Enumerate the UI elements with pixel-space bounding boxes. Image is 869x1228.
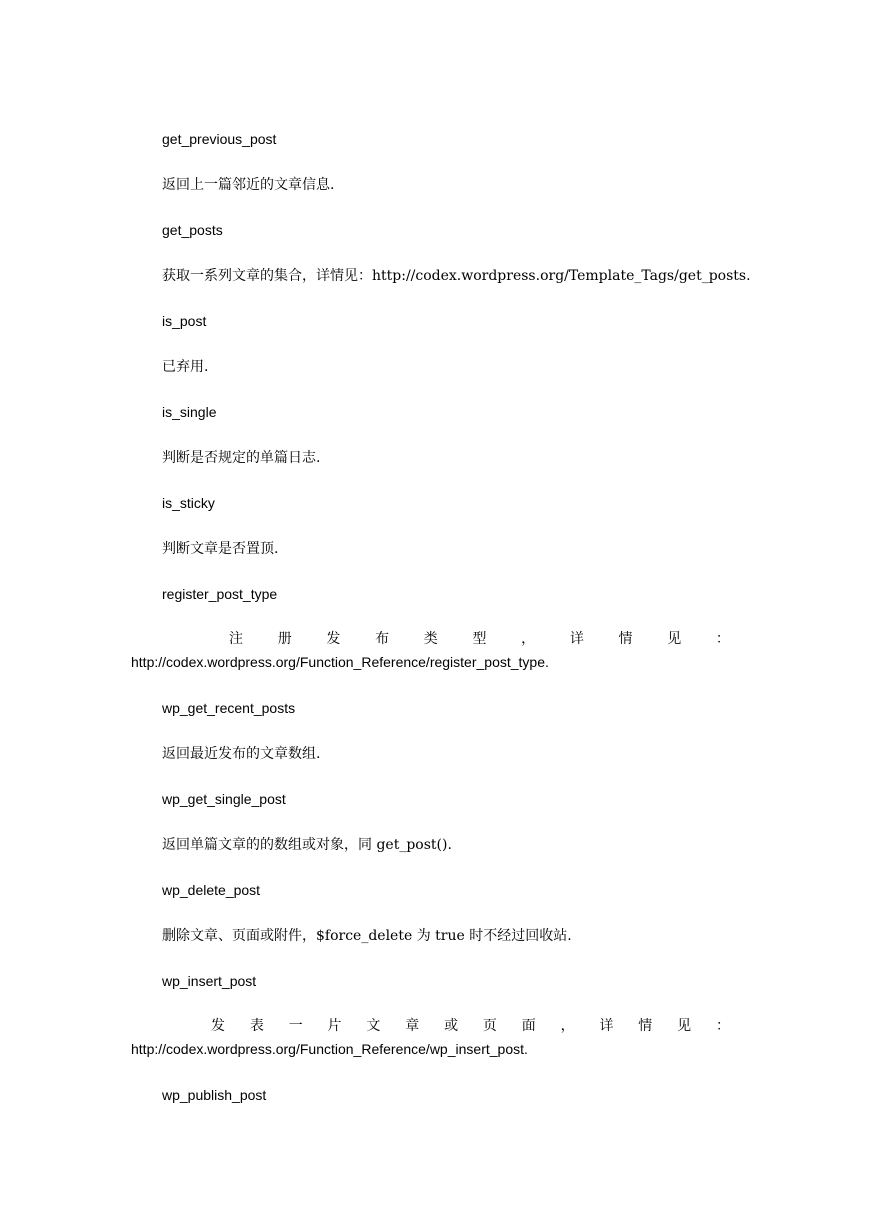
desc-char: 面 xyxy=(521,1018,536,1034)
desc-char: 情 xyxy=(638,1018,653,1034)
desc-char: 或 xyxy=(444,1018,459,1034)
desc-url: http://codex.wordpress.org/Function_Reference/wp_insert_post. xyxy=(131,1041,528,1057)
function-desc-get-previous-post: 返回上一篇邻近的文章信息. xyxy=(162,177,335,193)
function-desc-register-post-type xyxy=(131,628,730,674)
desc-char: 详 xyxy=(569,631,584,647)
function-name-is-single: is_single xyxy=(162,404,217,420)
function-desc-is-single: 判断是否规定的单篇日志. xyxy=(162,450,321,466)
justified-desc-line xyxy=(131,1015,730,1038)
function-name-wp-get-single-post: wp_get_single_post xyxy=(162,791,286,807)
desc-char: 发 xyxy=(211,1018,225,1034)
desc-char: 页 xyxy=(482,1018,497,1034)
function-name-get-previous-post: get_previous_post xyxy=(162,131,277,147)
function-name-wp-delete-post: wp_delete_post xyxy=(162,882,261,898)
desc-char: 表 xyxy=(249,1018,264,1034)
function-desc-is-sticky: 判断文章是否置顶. xyxy=(162,541,279,557)
function-name-wp-get-recent-posts: wp_get_recent_posts xyxy=(162,700,296,716)
desc-char: 类 xyxy=(423,631,438,647)
desc-char: 发 xyxy=(326,631,341,647)
function-desc-get-posts: 获取一系列文章的集合，详情见：http://codex.wordpress.org/Template_Tags/get_posts. xyxy=(162,268,751,284)
function-name-get-posts: get_posts xyxy=(162,222,223,238)
desc-char: 一 xyxy=(288,1018,303,1034)
desc-char: 见 xyxy=(677,1018,692,1034)
desc-char: 见 xyxy=(667,631,682,647)
function-name-is-post: is_post xyxy=(162,313,207,329)
desc-char: 文 xyxy=(366,1018,381,1034)
desc-char: 片 xyxy=(327,1018,342,1034)
function-name-register-post-type: register_post_type xyxy=(162,586,278,602)
desc-char: ， xyxy=(560,1018,575,1034)
desc-char: 详 xyxy=(599,1018,614,1034)
desc-char: ： xyxy=(715,1018,730,1034)
justified-desc-line xyxy=(131,628,730,651)
desc-char: 型 xyxy=(472,631,487,647)
function-desc-wp-insert-post xyxy=(131,1015,730,1061)
desc-char: 情 xyxy=(618,631,633,647)
desc-char: 章 xyxy=(405,1018,420,1034)
function-name-wp-publish-post: wp_publish_post xyxy=(162,1087,267,1103)
desc-char: ， xyxy=(521,631,536,647)
desc-char: 注 xyxy=(229,631,243,647)
function-name-wp-insert-post: wp_insert_post xyxy=(162,973,257,989)
function-desc-wp-get-recent-posts: 返回最近发布的文章数组. xyxy=(162,746,321,762)
function-name-is-sticky: is_sticky xyxy=(162,495,215,511)
desc-char: 册 xyxy=(277,631,292,647)
function-desc-wp-get-single-post: 返回单篇文章的的数组或对象，同 get_post(). xyxy=(162,837,452,853)
desc-char: 布 xyxy=(375,631,390,647)
desc-char: ： xyxy=(715,631,730,647)
function-desc-is-post: 已弃用. xyxy=(162,359,209,375)
desc-url: http://codex.wordpress.org/Function_Reference/register_post_type. xyxy=(131,654,549,670)
function-desc-wp-delete-post: 删除文章、页面或附件，$force_delete 为 true 时不经过回收站. xyxy=(162,928,572,944)
